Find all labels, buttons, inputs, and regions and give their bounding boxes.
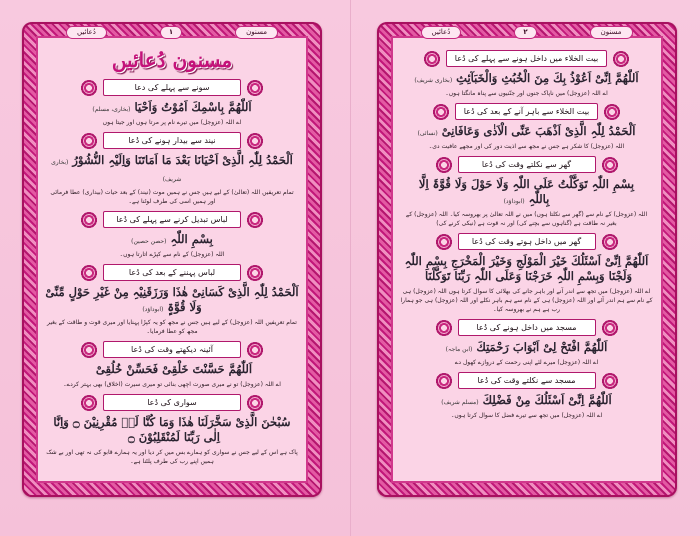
- rosette-ornament-icon: [245, 80, 265, 96]
- page-header: [407, 25, 647, 39]
- dua-translation: اللہ (عزوجل) کے نام سے (گھر سے نکلتا ہوں) میں نے اللہ تعالیٰ پر بھروسہ کیا۔ اللہ (عزوجل) کے بغیر نہ طاقت ہے (گناہوں سے بچنے کی) اور نہ قوت ہے (نیکی کرنے کی): [405, 211, 648, 227]
- dua-arabic: [92, 362, 252, 379]
- heading-label: گھر میں داخل ہوتے وقت کی دُعا: [458, 233, 596, 250]
- section-heading: [422, 50, 631, 67]
- dua-translation: اے اللہ (عزوجل) میں تجھ سے تیرے فضل کا سوال کرتا ہوں۔: [450, 412, 603, 419]
- rosette-ornament-icon: [79, 133, 99, 149]
- section-heading: [79, 132, 265, 149]
- dua-source: (ابوداؤد): [503, 198, 525, 205]
- ornamental-border: [22, 22, 322, 497]
- rosette-ornament-icon: [245, 265, 265, 281]
- dua-source: (ابوداؤد): [142, 306, 164, 313]
- dua-translation: اے اللہ (عزوجل) میرے لئے اپنی رحمت کے دروازے کھول دے: [454, 359, 599, 366]
- dua-translation: اے اللہ (عزوجل) میں تیرے نام پر مرتا ہوں اور جیتا ہوں: [102, 119, 242, 126]
- rosette-ornament-icon: [245, 342, 265, 358]
- section-heading: [79, 341, 265, 358]
- dua-translation: اے اللہ (عزوجل) میں ناپاک جنوں اور جنّنیوں سے پناہ مانگتا ہوں۔: [445, 90, 608, 97]
- dua-text: سُبْحٰنَ الَّذِیْ سَخَّرَلَنَا ھٰذَا وَمَا کُنَّا لَہٗ مُقْرِنِیْنَ ۝ وَاِنَّا اِلٰی رَبِّنَا لَمُنْقَلِبُوْنَ ۝: [53, 415, 291, 444]
- rosette-ornament-icon: [79, 80, 99, 96]
- rosette-ornament-icon: [600, 320, 620, 336]
- section-heading: [79, 394, 265, 411]
- rosette-ornament-icon: [434, 234, 454, 250]
- dua-arabic: [441, 393, 612, 410]
- dua-arabic: [399, 177, 655, 209]
- section-heading: [79, 79, 265, 96]
- heading-label: لباس تبدیل کرنے سے پہلے کی دُعا: [103, 211, 241, 228]
- header-section-name: دُعائیں: [66, 26, 107, 39]
- rosette-ornament-icon: [600, 373, 620, 389]
- dua-arabic: [44, 415, 300, 447]
- section-heading: [434, 156, 620, 173]
- dua-source: (بخاری، مسلم): [92, 106, 131, 113]
- header-section-name: دُعائیں: [421, 26, 462, 39]
- dua-translation: اللہ (عزوجل) کا شکر ہے جس نے مجھ سے اذیت دور کی اور مجھے عافیت دی۔: [428, 143, 625, 150]
- dua-arabic: [92, 100, 251, 117]
- dua-text: اَلْحَمْدُ لِلّٰہِ الَّذِیْ اَحْیَانَا بَعْدَ مَا اَمَاتَنَا وَاِلَیْہِ النُّشُوْرُ: [72, 153, 293, 167]
- dua-source: (مسلم شریف): [441, 399, 479, 406]
- rosette-ornament-icon: [434, 320, 454, 336]
- rosette-ornament-icon: [434, 157, 454, 173]
- dua-arabic: [399, 254, 655, 286]
- section-heading: [431, 103, 623, 120]
- section-heading: [434, 372, 620, 389]
- rosette-ornament-icon: [602, 104, 622, 120]
- dua-text: بِسْمِ اللّٰہِ: [170, 232, 213, 246]
- page-2: [350, 0, 700, 536]
- heading-label: لباس پہننے کے بعد کی دُعا: [103, 264, 241, 281]
- section-heading: [434, 233, 620, 250]
- page-number: ۱: [160, 26, 182, 39]
- section-heading: [79, 264, 265, 281]
- heading-label: سواری کی دُعا: [103, 394, 241, 411]
- dua-source: (نسائی): [417, 130, 438, 137]
- dua-text: اَلْحَمْدُ لِلّٰہِ الَّذِیْ کَسَانِیْ ھٰذَا وَرَزَقَنِیْہِ مِنْ غَیْرِ حَوْلٍ مِّنِّیْ وَلَا قُوَّۃٍ: [45, 285, 299, 314]
- heading-label: بیت الخلاء میں داخل ہونے سے پہلے کی دُعا: [446, 50, 607, 67]
- dua-text: بِسْمِ اللّٰہِ تَوَکَّلْتُ عَلَی اللّٰہِ وَلَا حَوْلَ وَلَا قُوَّۃَ اِلَّا بِاللّٰہِ: [418, 177, 635, 206]
- dua-arabic: [418, 124, 636, 141]
- rosette-ornament-icon: [79, 395, 99, 411]
- dua-text: اَللّٰھُمَّ حَسَّنْتَ خَلْقِیْ فَحَسِّنْ خُلُقِیْ: [95, 362, 253, 376]
- rosette-ornament-icon: [431, 104, 451, 120]
- dua-text: اَللّٰھُمَّ بِاسْمِكَ اَمُوْتُ وَاَحْیَا: [134, 100, 252, 114]
- rosette-ornament-icon: [600, 157, 620, 173]
- rosette-ornament-icon: [245, 395, 265, 411]
- rosette-ornament-icon: [422, 51, 442, 67]
- dua-translation: تمام تعریفیں اللہ (عزوجل) کے لیے ہیں جس نے مجھ کو یہ کپڑا پہنایا اور میری قوت و طاقت کے بغیر مجھ کو عطا فرمایا۔: [47, 319, 297, 335]
- page-header: [52, 25, 292, 39]
- dua-translation: اللہ (عزوجل) کے نام سے کپڑے اتارتا ہوں۔: [119, 251, 225, 258]
- heading-label: نیند سے بیدار ہونے کی دُعا: [103, 132, 241, 149]
- rosette-ornament-icon: [600, 234, 620, 250]
- dua-text: اَلْحَمْدُ لِلّٰہِ الَّذِیْ اَذْھَبَ عَنِّی الْاَذٰی وَعَافَانِیْ: [441, 124, 636, 138]
- dua-translation: اے اللہ (عزوجل) تو نے میری صورت اچھی بنائی تو میری سیرت (اخلاق) بھی بہتر کردے۔: [63, 381, 281, 388]
- rosette-ornament-icon: [434, 373, 454, 389]
- ornamental-border: [377, 22, 677, 497]
- dua-source: (بخاری شریف): [414, 77, 453, 84]
- dua-translation: اے اللہ (عزوجل) میں تجھ سے اندر آنے اور باہر جانے کی بھلائی کا سوال کرتا ہوں اللہ (عزوجل) ہی کے نام سے ہم اندر آئے اور اللہ (عزوجل) ہی کے نام سے ہم باہر نکلے اور اللہ (عزوجل) ہی جو ہمارا رب ہے ہم نے بھروسہ کیا۔: [400, 288, 653, 313]
- heading-label: بیت الخلاء سے باہر آنے کے بعد کی دُعا: [455, 103, 599, 120]
- rosette-ornament-icon: [245, 212, 265, 228]
- header-book-name: مسنون: [590, 26, 633, 39]
- section-heading: [434, 319, 620, 336]
- page-content: [391, 27, 663, 483]
- rosette-ornament-icon: [79, 342, 99, 358]
- rosette-ornament-icon: [79, 212, 99, 228]
- dua-translation: تمام تعریفیں اللہ (تعالیٰ) کے لیے ہیں جس نے ہمیں موت (نیند) کے بعد حیات (بیداری) عطا فرمائی اور ہمیں اسی کی طرف لوٹنا ہے۔: [50, 189, 294, 205]
- heading-label: آئینہ دیکھتے وقت کی دُعا: [103, 341, 241, 358]
- dua-arabic: [131, 232, 213, 249]
- rosette-ornament-icon: [611, 51, 631, 67]
- header-book-name: مسنون: [235, 26, 278, 39]
- dua-source: (حصن حصین): [131, 238, 167, 245]
- dua-translation: پاک ہے اس کے لیے جس نے سواری کو ہمارے بس میں کر دیا اور یہ ہمارے قابو کی نہ تھی اور بے شک ہمیں اپنے رب کی طرف پلٹنا ہے۔: [46, 449, 298, 465]
- dua-arabic: [446, 340, 608, 357]
- heading-label: گھر سے نکلتے وقت کی دُعا: [458, 156, 596, 173]
- dua-source: (ابن ماجہ): [445, 346, 473, 353]
- heading-label: مسجد سے نکلتے وقت کی دُعا: [458, 372, 596, 389]
- dua-source: (بخاری شریف): [51, 159, 182, 183]
- section-heading: [79, 211, 265, 228]
- page-content: [36, 27, 308, 483]
- dua-text: اَللّٰھُمَّ افْتَحْ لِیْ اَبْوَابَ رَحْمَتِكَ: [476, 340, 608, 354]
- heading-label: مسجد میں داخل ہونے کی دُعا: [458, 319, 596, 336]
- heading-label: سونے سے پہلے کی دعا: [103, 79, 241, 96]
- dua-arabic: [44, 153, 300, 187]
- dua-text: اَللّٰھُمَّ اِنِّیْ اَسْئَلُكَ خَیْرَ الْمَوْلَجِ وَخَیْرَ الْمَخْرَجِ بِسْمِ اللّٰہِ وَلَجْنَا وَبِسْمِ اللّٰہِ خَرَجْنَا وَعَلَی اللّٰہِ رَبِّنَا تَوَکَّلْنَا: [404, 254, 649, 283]
- rosette-ornament-icon: [79, 265, 99, 281]
- page-title: مسنون دُعائیں: [111, 48, 233, 72]
- dua-arabic: [44, 285, 300, 317]
- dua-text: اَللّٰھُمَّ اِنِّیْ اَسْئَلُكَ مِنْ فَضْلِكَ: [482, 393, 612, 407]
- rosette-ornament-icon: [245, 133, 265, 149]
- page-number: ۲: [514, 26, 536, 39]
- dua-text: اَللّٰھُمَّ اِنِّیْ اَعُوْذُ بِكَ مِنَ الْخُبُثِ وَالْخَبَآئِثِ: [456, 71, 639, 85]
- dua-arabic: [414, 71, 638, 88]
